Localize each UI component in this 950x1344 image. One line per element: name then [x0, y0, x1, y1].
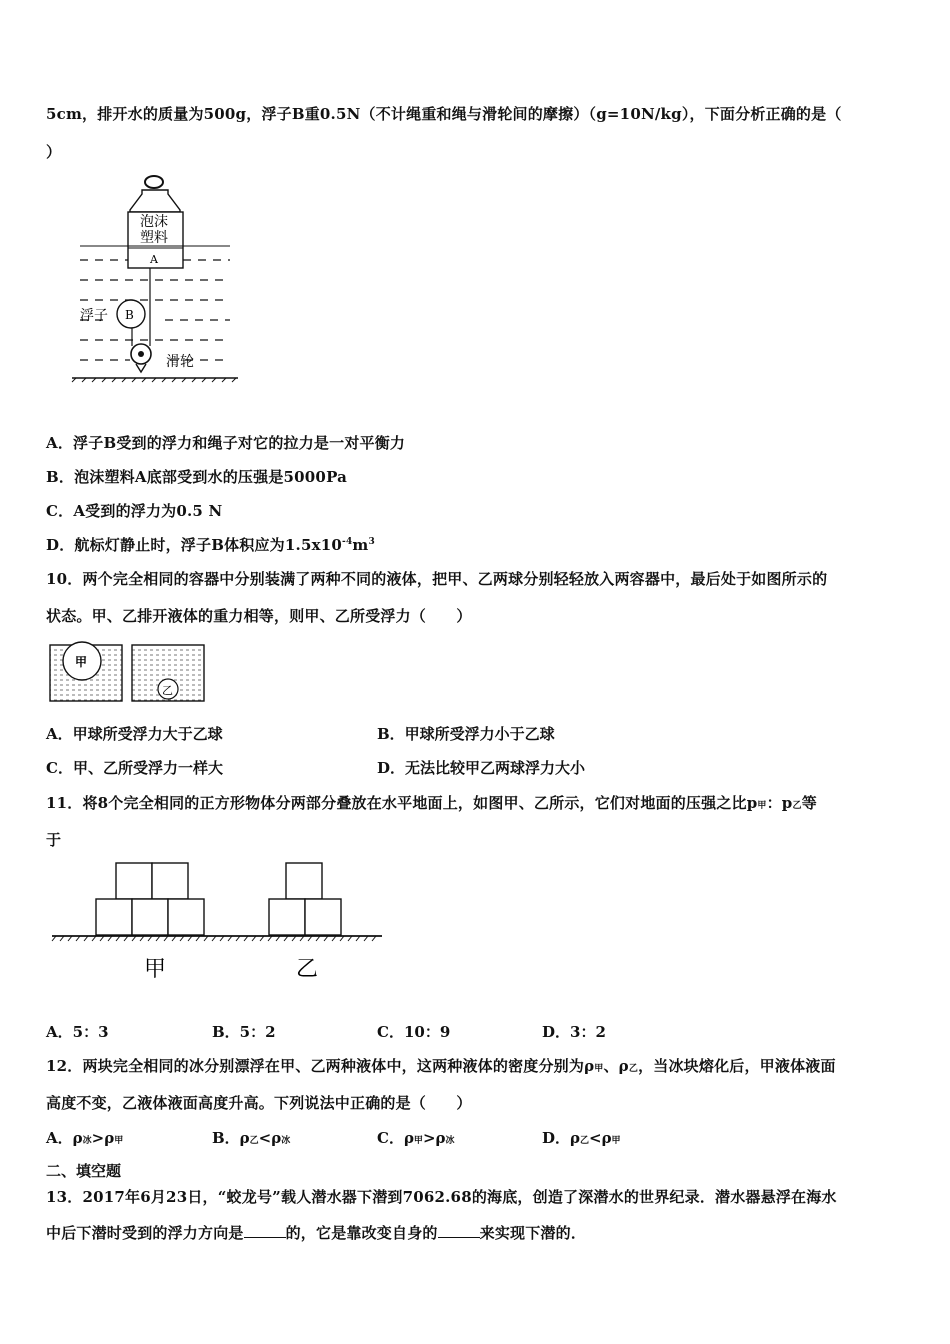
q11-blocks-figure — [48, 860, 388, 985]
q13-stem-line1: 13．2017年6月23日，“蛟龙号”载人潜水器下潜到7062.68的海底，创造了深潜水的世界纪录．潜水器悬浮在海水 — [46, 1188, 837, 1206]
q10-stem-line1: 10．两个完全相同的容器中分别装满了两种不同的液体，把甲、乙两球分别轻轻放入两容器中，最后处于如图所示的 — [46, 570, 828, 588]
q9-option-d: D．航标灯静止时，浮子B体积应为$1.5x10^{-4}m^3$ — [46, 536, 375, 554]
q10-stem-line2: 状态。甲、乙排开液体的重力相等，则甲、乙所受浮力（ ） — [46, 607, 472, 625]
q9-foam-label-2: 塑料 — [140, 230, 168, 246]
q11-label-b: 乙 — [296, 957, 319, 982]
q11-option-a: A．5：3 — [46, 1023, 109, 1041]
q12-stem-line1: 12．两块完全相同的冰分别漂浮在甲、乙两种液体中，这两种液体的密度分别为ρ甲、ρ乙，当冰块熔化后，甲液体液面 — [46, 1057, 836, 1075]
q12-option-a: A．ρ冰>ρ甲 — [46, 1129, 124, 1147]
section-title: 二、填空题 — [46, 1162, 122, 1180]
q12-option-b: B．ρ乙<ρ冰 — [212, 1129, 291, 1147]
q11-stem-line2: 于 — [46, 831, 62, 849]
q13-blank-2[interactable] — [438, 1225, 480, 1238]
q12-option-c: C．ρ甲>ρ冰 — [377, 1129, 455, 1147]
q9-float-label: 浮子 — [80, 308, 108, 324]
q9-stem-line2: ） — [46, 143, 62, 161]
q9-b-label: B — [125, 308, 134, 322]
q10-option-d: D．无法比较甲乙两球浮力大小 — [377, 759, 586, 777]
q9-option-b: B．泡沫塑料A底部受到水的压强是5000Pa — [46, 468, 348, 486]
q13-stem-line2: 中后下潜时受到的浮力方向是 的，它是靠改变自身的 来实现下潜的． — [46, 1224, 587, 1242]
q9-stem-line1: 5cm，排开水的质量为500g，浮子B重0.5N（不计绳重和绳与滑轮间的摩擦）（g=10N/kg），下面分析正确的是（ — [46, 105, 842, 123]
q10-option-c: C．甲、乙所受浮力一样大 — [46, 759, 223, 777]
q10-containers-figure — [48, 643, 218, 707]
q12-stem-line2: 高度不变，乙液体液面高度升高。下列说法中正确的是（ ） — [46, 1094, 472, 1112]
q9-foam-label-1: 泡沫 — [140, 214, 168, 230]
q10-option-a: A．甲球所受浮力大于乙球 — [46, 725, 223, 743]
q10-ball-b-label: 乙 — [162, 684, 173, 697]
q10-ball-a-label: 甲 — [75, 655, 88, 669]
q11-stem-line1: 11．将8个完全相同的正方形物体分两部分叠放在水平地面上，如图甲、乙所示，它们对地面的压强之比p甲：p乙等 — [46, 794, 817, 812]
q11-label-a: 甲 — [144, 957, 167, 982]
q9-pulley-label: 滑轮 — [166, 354, 194, 370]
q12-option-d: D．ρ乙<ρ甲 — [542, 1129, 621, 1147]
q9-a-label: A — [150, 253, 158, 266]
q11-option-d: D．3：2 — [542, 1023, 606, 1041]
q11-option-b: B．5：2 — [212, 1023, 276, 1041]
q9-option-a: A．浮子B受到的浮力和绳子对它的拉力是一对平衡力 — [46, 434, 406, 452]
q9-buoy-figure — [60, 168, 300, 398]
q13-blank-1[interactable] — [244, 1225, 286, 1238]
q10-option-b: B．甲球所受浮力小于乙球 — [377, 725, 555, 743]
q11-option-c: C．10：9 — [377, 1023, 451, 1041]
q9-option-c: C．A受到的浮力为0.5 N — [46, 502, 223, 520]
